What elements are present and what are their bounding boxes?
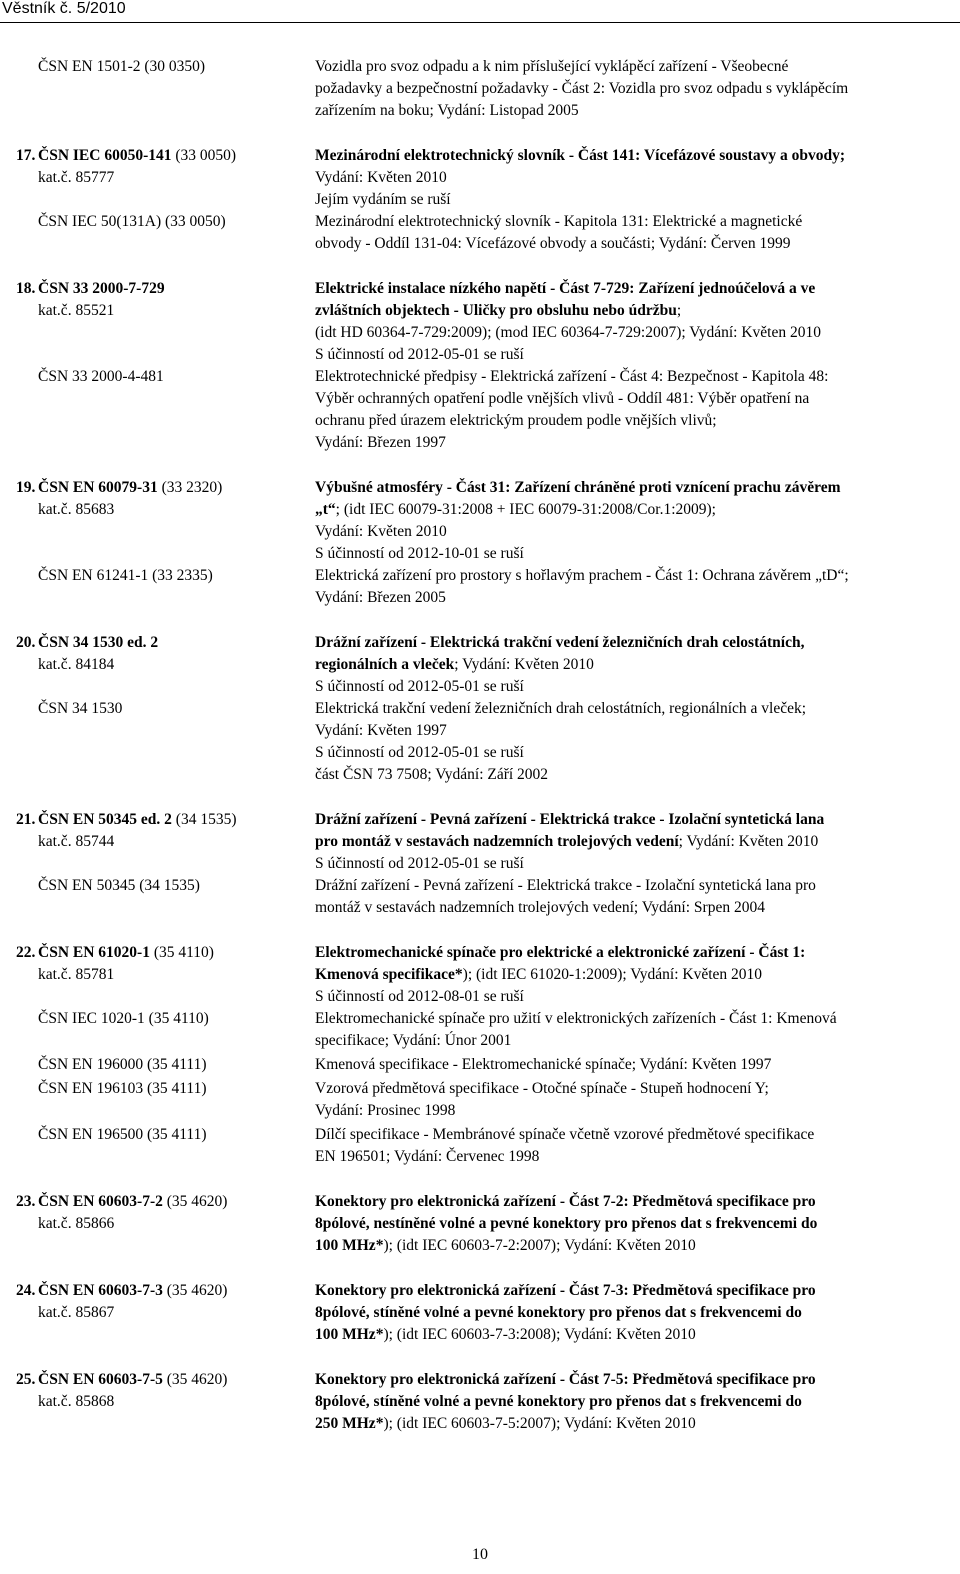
detail-text: ; Vydání: Květen 2010 bbox=[678, 833, 819, 850]
description-line bbox=[315, 1413, 950, 1435]
catalog-number: kat.č. 84184 bbox=[38, 656, 115, 673]
standard-description bbox=[315, 809, 950, 875]
description-line bbox=[315, 1235, 950, 1257]
standard-entry bbox=[0, 1280, 960, 1346]
classification-code: (35 4620) bbox=[162, 1282, 228, 1299]
catalog-number: kat.č. 85781 bbox=[38, 966, 115, 983]
description-line bbox=[315, 942, 950, 964]
standard-description bbox=[315, 477, 950, 565]
standard-entry bbox=[0, 477, 960, 565]
description-line bbox=[315, 1391, 950, 1413]
entry-number: 22. bbox=[16, 944, 36, 961]
description-line bbox=[315, 698, 950, 720]
standard-designation bbox=[16, 809, 308, 853]
standard-description bbox=[315, 632, 950, 698]
catalog-number: kat.č. 85777 bbox=[38, 169, 115, 186]
description-line bbox=[315, 587, 950, 609]
title-text: zvláštních objektech - Uličky pro obsluhu nebo údržbu bbox=[315, 302, 677, 319]
standard-description bbox=[315, 942, 950, 1008]
standard-code: ČSN EN 1501-2 (30 0350) bbox=[38, 58, 206, 75]
standard-description bbox=[315, 366, 950, 454]
detail-text: ; (idt IEC 60079-31:2008 + IEC 60079-31:2008/Cor.1:2009); bbox=[335, 501, 716, 518]
description-line bbox=[315, 1324, 950, 1346]
description-line bbox=[315, 676, 950, 698]
standard-code: ČSN IEC 1020-1 (35 4110) bbox=[38, 1010, 209, 1027]
standard-code: ČSN IEC 50(131A) (33 0050) bbox=[38, 213, 226, 230]
standard-entry bbox=[0, 1078, 960, 1122]
description-line bbox=[315, 964, 950, 986]
title-text: Konektory pro elektronická zařízení - Část 7-2: Předmětová specifikace pro bbox=[315, 1193, 816, 1210]
detail-text: (idt HD 60364-7-729:2009); (mod IEC 60364-7-729:2007); Vydání: Květen 2010 bbox=[315, 324, 821, 341]
standard-entry bbox=[0, 942, 960, 1008]
catalog-number: kat.č. 85744 bbox=[38, 833, 115, 850]
standard-code: ČSN EN 196500 (35 4111) bbox=[38, 1126, 207, 1143]
detail-text: Vydání: Květen 1997 bbox=[315, 722, 447, 739]
standard-description bbox=[315, 1369, 950, 1435]
title-text: Konektory pro elektronická zařízení - Část 7-3: Předmětová specifikace pro bbox=[315, 1282, 816, 1299]
catalog-number: kat.č. 85867 bbox=[38, 1304, 115, 1321]
description-line bbox=[315, 189, 950, 211]
description-line bbox=[315, 809, 950, 831]
standard-entry bbox=[0, 1054, 960, 1076]
page-header bbox=[0, 0, 960, 23]
standard-designation bbox=[16, 1191, 308, 1235]
standard-designation bbox=[38, 1008, 308, 1030]
detail-text: S účinností od 2012-05-01 se ruší bbox=[315, 744, 524, 761]
standard-code: ČSN 33 2000-4-481 bbox=[38, 368, 164, 385]
standard-entry bbox=[0, 211, 960, 255]
description-line bbox=[315, 831, 950, 853]
standard-code: ČSN EN 50345 ed. 2 bbox=[38, 811, 172, 828]
detail-text: Vozidla pro svoz odpadu a k nim příslušející vyklápěcí zařízení - Všeobecné bbox=[315, 58, 789, 75]
entry-number: 19. bbox=[16, 479, 36, 496]
detail-text: zařízením na boku; Vydání: Listopad 2005 bbox=[315, 102, 579, 119]
description-line bbox=[315, 167, 950, 189]
standard-entry bbox=[0, 875, 960, 919]
classification-code: (34 1535) bbox=[171, 811, 237, 828]
detail-text: S účinností od 2012-08-01 se ruší bbox=[315, 988, 524, 1005]
catalog-number: kat.č. 85866 bbox=[38, 1215, 115, 1232]
detail-text: ); (idt IEC 60603-7-2:2007); Vydání: Květen 2010 bbox=[383, 1237, 696, 1254]
entry-number: 25. bbox=[16, 1371, 36, 1388]
catalog-number: kat.č. 85521 bbox=[38, 302, 115, 319]
description-line bbox=[315, 764, 950, 786]
standard-entry bbox=[0, 809, 960, 875]
entry-number: 23. bbox=[16, 1193, 36, 1210]
description-line bbox=[315, 56, 950, 78]
description-line bbox=[315, 1280, 950, 1302]
standard-designation bbox=[16, 1280, 308, 1324]
description-line bbox=[315, 100, 950, 122]
standard-designation bbox=[16, 477, 308, 521]
description-line bbox=[315, 233, 950, 255]
title-text: 250 MHz* bbox=[315, 1415, 384, 1432]
title-text: 100 MHz* bbox=[315, 1326, 384, 1343]
description-line bbox=[315, 521, 950, 543]
standard-description bbox=[315, 278, 950, 366]
classification-code: (33 0050) bbox=[171, 147, 237, 164]
description-line bbox=[315, 853, 950, 875]
description-line bbox=[315, 300, 950, 322]
standard-designation bbox=[16, 942, 308, 986]
detail-text: Vydání: Prosinec 1998 bbox=[315, 1102, 456, 1119]
detail-text: ); (idt IEC 60603-7-3:2008); Vydání: Květen 2010 bbox=[383, 1326, 696, 1343]
standard-description bbox=[315, 1054, 950, 1076]
title-text: Kmenová specifikace* bbox=[315, 966, 463, 983]
title-text: Drážní zařízení - Elektrická trakční vedení železničních drah celostátních, bbox=[315, 634, 805, 651]
detail-text: S účinností od 2012-05-01 se ruší bbox=[315, 678, 524, 695]
standard-designation bbox=[16, 632, 308, 676]
standard-description bbox=[315, 565, 950, 609]
detail-text: Drážní zařízení - Pevná zařízení - Elektrická trakce - Izolační syntetická lana pro bbox=[315, 877, 816, 894]
standard-designation bbox=[38, 565, 308, 587]
standard-designation bbox=[38, 1124, 308, 1146]
standard-entry bbox=[0, 366, 960, 454]
classification-code: (33 2320) bbox=[157, 479, 223, 496]
page-number: 10 bbox=[472, 1546, 488, 1563]
classification-code: (35 4110) bbox=[149, 944, 214, 961]
description-line bbox=[315, 1302, 950, 1324]
standard-description bbox=[315, 1191, 950, 1257]
description-line bbox=[315, 366, 950, 388]
standard-entry bbox=[0, 698, 960, 786]
entry-number: 24. bbox=[16, 1282, 36, 1299]
standard-code: ČSN IEC 60050-141 bbox=[38, 147, 172, 164]
standard-code: ČSN 34 1530 bbox=[38, 700, 123, 717]
detail-text: Jejím vydáním se ruší bbox=[315, 191, 451, 208]
detail-text: Kmenová specifikace - Elektromechanické spínače; Vydání: Květen 1997 bbox=[315, 1056, 772, 1073]
entry-number: 21. bbox=[16, 811, 36, 828]
title-text: Elektrické instalace nízkého napětí - Část 7-729: Zařízení jednoúčelová a ve bbox=[315, 280, 816, 297]
standard-description bbox=[315, 145, 950, 211]
standard-code: ČSN EN 196103 (35 4111) bbox=[38, 1080, 207, 1097]
standard-designation bbox=[38, 366, 308, 388]
detail-text: ); (idt IEC 60603-7-5:2007); Vydání: Květen 2010 bbox=[383, 1415, 696, 1432]
detail-text: část ČSN 73 7508; Vydání: Září 2002 bbox=[315, 766, 549, 783]
title-text: 8pólové, stíněné volné a pevné konektory pro přenos dat s frekvencemi do bbox=[315, 1393, 802, 1410]
title-text: Konektory pro elektronická zařízení - Část 7-5: Předmětová specifikace pro bbox=[315, 1371, 816, 1388]
standard-code: ČSN 33 2000-7-729 bbox=[38, 280, 165, 297]
detail-text: montáž v sestavách nadzemních trolejových vedení; Vydání: Srpen 2004 bbox=[315, 899, 765, 916]
detail-text: ; bbox=[676, 302, 682, 319]
detail-text: Vzorová předmětová specifikace - Otočné spínače - Stupeň hodnocení Y; bbox=[315, 1080, 769, 1097]
detail-text: požadavky a bezpečnostní požadavky - Část 2: Vozidla pro svoz odpadu s vyklápěcím bbox=[315, 80, 849, 97]
description-line bbox=[315, 1030, 950, 1052]
standard-designation bbox=[16, 145, 308, 189]
description-line bbox=[315, 145, 950, 167]
standard-entry bbox=[0, 145, 960, 211]
standard-code: ČSN EN 196000 (35 4111) bbox=[38, 1056, 207, 1073]
standard-designation bbox=[38, 211, 308, 233]
description-line bbox=[315, 322, 950, 344]
standard-entry bbox=[0, 56, 960, 122]
description-line bbox=[315, 897, 950, 919]
detail-text: Výběr ochranných opatření podle vnějších vlivů - Oddíl 481: Výběr opatření na bbox=[315, 390, 810, 407]
description-line bbox=[315, 388, 950, 410]
description-line bbox=[315, 565, 950, 587]
detail-text: obvody - Oddíl 131-04: Vícefázové obvody a součásti; Vydání: Červen 1999 bbox=[315, 235, 791, 252]
title-text: regionálních a vleček bbox=[315, 656, 455, 673]
description-line bbox=[315, 432, 950, 454]
standard-entry bbox=[0, 1008, 960, 1052]
standard-entry bbox=[0, 565, 960, 609]
standard-designation bbox=[38, 56, 308, 78]
title-text: Výbušné atmosféry - Část 31: Zařízení chráněné proti vznícení prachu závěrem bbox=[315, 479, 841, 496]
description-line bbox=[315, 986, 950, 1008]
entry-number: 17. bbox=[16, 147, 36, 164]
description-line bbox=[315, 477, 950, 499]
detail-text: specifikace; Vydání: Únor 2001 bbox=[315, 1032, 512, 1049]
description-line bbox=[315, 410, 950, 432]
description-line bbox=[315, 1213, 950, 1235]
detail-text: Mezinárodní elektrotechnický slovník - Kapitola 131: Elektrické a magnetické bbox=[315, 213, 803, 230]
description-line bbox=[315, 78, 950, 100]
classification-code: (35 4620) bbox=[162, 1193, 228, 1210]
journal-title: Věstník č. 5/2010 bbox=[2, 0, 126, 17]
standard-description bbox=[315, 1280, 950, 1346]
standard-designation bbox=[38, 1054, 308, 1076]
title-text: Elektromechanické spínače pro elektrické a elektronické zařízení - Část 1: bbox=[315, 944, 806, 961]
description-line bbox=[315, 1369, 950, 1391]
title-text: 8pólové, stíněné volné a pevné konektory pro přenos dat s frekvencemi do bbox=[315, 1304, 802, 1321]
standard-designation bbox=[38, 1078, 308, 1100]
standard-entry bbox=[0, 632, 960, 698]
standard-description bbox=[315, 1124, 950, 1168]
description-line bbox=[315, 1191, 950, 1213]
description-line bbox=[315, 1124, 950, 1146]
description-line bbox=[315, 543, 950, 565]
description-line bbox=[315, 1054, 950, 1076]
standard-code: ČSN EN 60603-7-2 bbox=[38, 1193, 163, 1210]
description-line bbox=[315, 344, 950, 366]
standard-designation bbox=[38, 875, 308, 897]
title-text: pro montáž v sestavách nadzemních trolejových vedení bbox=[315, 833, 679, 850]
detail-text: Elektrotechnické předpisy - Elektrická zařízení - Část 4: Bezpečnost - Kapitola 48: bbox=[315, 368, 829, 385]
classification-code: (35 4620) bbox=[162, 1371, 228, 1388]
detail-text: S účinností od 2012-10-01 se ruší bbox=[315, 545, 524, 562]
detail-text: EN 196501; Vydání: Červenec 1998 bbox=[315, 1148, 540, 1165]
description-line bbox=[315, 632, 950, 654]
standard-code: ČSN EN 61020-1 bbox=[38, 944, 150, 961]
standard-entry bbox=[0, 1191, 960, 1257]
description-line bbox=[315, 654, 950, 676]
standard-entry bbox=[0, 1124, 960, 1168]
standard-description bbox=[315, 56, 950, 122]
standard-code: ČSN EN 61241-1 (33 2335) bbox=[38, 567, 213, 584]
entry-number: 20. bbox=[16, 634, 36, 651]
standard-description bbox=[315, 698, 950, 786]
catalog-number: kat.č. 85868 bbox=[38, 1393, 115, 1410]
standard-designation bbox=[16, 1369, 308, 1413]
detail-text: Dílčí specifikace - Membránové spínače včetně vzorové předmětové specifikace bbox=[315, 1126, 815, 1143]
standard-description bbox=[315, 1078, 950, 1122]
detail-text: S účinností od 2012-05-01 se ruší bbox=[315, 855, 524, 872]
standard-entry bbox=[0, 1369, 960, 1435]
detail-text: ); (idt IEC 61020-1:2009); Vydání: Květen 2010 bbox=[462, 966, 763, 983]
description-line bbox=[315, 211, 950, 233]
standard-description bbox=[315, 1008, 950, 1052]
title-text: 8pólové, nestíněné volné a pevné konektory pro přenos dat s frekvencemi do bbox=[315, 1215, 818, 1232]
standard-code: ČSN EN 60603-7-3 bbox=[38, 1282, 163, 1299]
detail-text: Vydání: Květen 2010 bbox=[315, 523, 447, 540]
description-line bbox=[315, 720, 950, 742]
detail-text: Elektrická trakční vedení železničních drah celostátních, regionálních a vleček; bbox=[315, 700, 807, 717]
standard-code: ČSN EN 60079-31 bbox=[38, 479, 158, 496]
description-line bbox=[315, 742, 950, 764]
standard-entry bbox=[0, 278, 960, 366]
entry-number: 18. bbox=[16, 280, 36, 297]
detail-text: Vydání: Březen 2005 bbox=[315, 589, 446, 606]
title-text: Drážní zařízení - Pevná zařízení - Elektrická trakce - Izolační syntetická lana bbox=[315, 811, 825, 828]
description-line bbox=[315, 1146, 950, 1168]
description-line bbox=[315, 1008, 950, 1030]
detail-text: Elektrická zařízení pro prostory s hořlavým prachem - Část 1: Ochrana závěrem „tD“; bbox=[315, 567, 849, 584]
detail-text: S účinností od 2012-05-01 se ruší bbox=[315, 346, 524, 363]
detail-text: Elektromechanické spínače pro užití v elektronických zařízeních - Část 1: Kmenová bbox=[315, 1010, 837, 1027]
title-text: „t“ bbox=[315, 501, 336, 518]
title-text: Mezinárodní elektrotechnický slovník - Část 141: Vícefázové soustavy a obvody; bbox=[315, 147, 845, 164]
detail-text: ochranu před úrazem elektrickým proudem podle vnějších vlivů; bbox=[315, 412, 717, 429]
standard-code: ČSN EN 60603-7-5 bbox=[38, 1371, 163, 1388]
standard-code: ČSN 34 1530 ed. 2 bbox=[38, 634, 159, 651]
standard-description bbox=[315, 211, 950, 255]
standard-description bbox=[315, 875, 950, 919]
standard-code: ČSN EN 50345 (34 1535) bbox=[38, 877, 200, 894]
description-line bbox=[315, 875, 950, 897]
title-text: 100 MHz* bbox=[315, 1237, 384, 1254]
standard-designation bbox=[16, 278, 308, 322]
detail-text: Vydání: Březen 1997 bbox=[315, 434, 446, 451]
catalog-number: kat.č. 85683 bbox=[38, 501, 115, 518]
standard-designation bbox=[38, 698, 308, 720]
description-line bbox=[315, 278, 950, 300]
description-line bbox=[315, 1078, 950, 1100]
detail-text: ; Vydání: Květen 2010 bbox=[454, 656, 594, 673]
description-line bbox=[315, 1100, 950, 1122]
standards-list bbox=[0, 56, 960, 1435]
detail-text: Vydání: Květen 2010 bbox=[315, 169, 447, 186]
description-line bbox=[315, 499, 950, 521]
